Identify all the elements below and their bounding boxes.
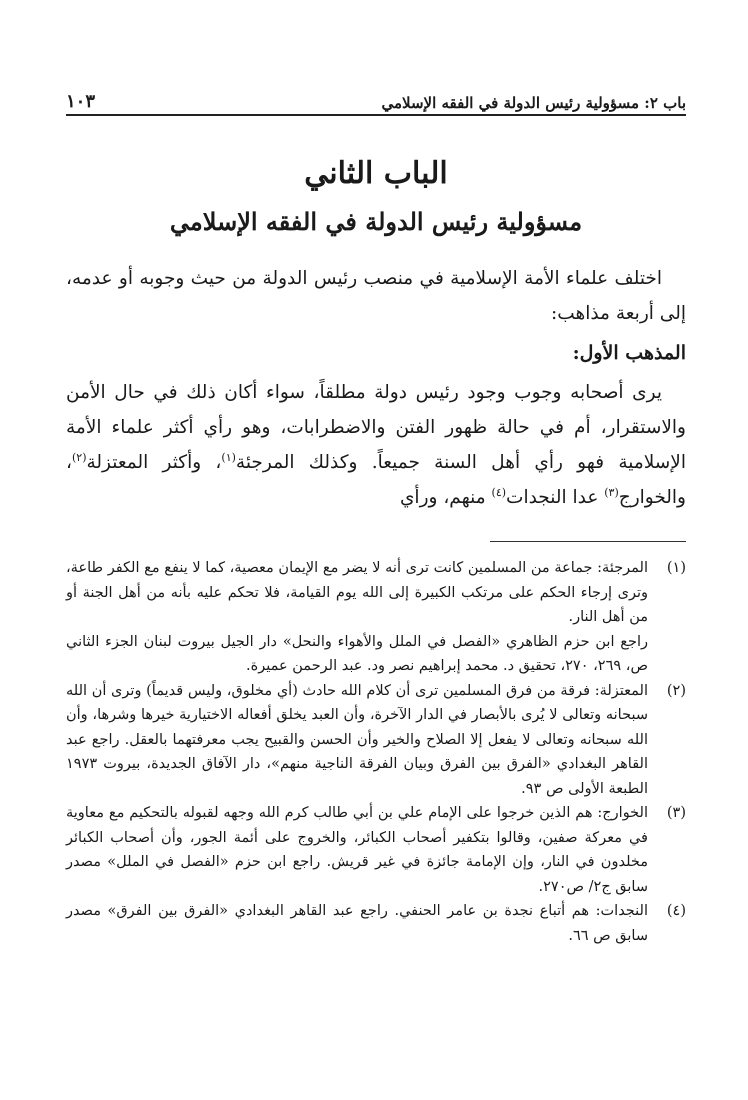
footnote-ref-4[interactable]: (٤) bbox=[491, 486, 507, 500]
paragraph-text: يرى أصحابه وجوب وجود رئيس دولة مطلقاً، سواء أكان ذلك في حال الأمن والاستقرار، أم في حالة ظهور الفتن والاضطرابات، وهو رأي أكثر علماء الأمة الإسلامية فهو رأي أهل السنة جميعاً. وكذلك المرجئة bbox=[66, 382, 686, 474]
intro-paragraph: اختلف علماء الأمة الإسلامية في منصب رئيس الدولة من حيث وجوبه أو عدمه، إلى أربعة مذاهب: bbox=[66, 268, 686, 325]
main-text bbox=[66, 261, 686, 515]
footnote-number: (٤) bbox=[666, 903, 686, 920]
footnote-text: المعتزلة: فرقة من فرق المسلمين ترى أن كلام الله حادث (أي مخلوق، وليس قديماً) وترى أن الله سبحانه وتعالى لا يُرى بالأبصار في الدار الآخرة، وأن العبد يخلق أفعاله الاختيارية خيرها وشرها، وأن الله سبحانه وتعالى لا يفعل إلا الصلاح والخير وأن الحسن والقبيح يجب معرفتهما بالعقل. راجع عبد القاهر البغدادي «الفرق بين الفرق وبيان الفرقة الناجية منهم»، دار الآفاق الجديدة، بيروت ١٩٧٣ الطبعة الأولى ص ٩٣. bbox=[66, 682, 648, 797]
footnote-text: الخوارج: هم الذين خرجوا على الإمام علي بن أبي طالب كرم الله وجهه لقبوله بالتحكيم مع معاوية في معركة صفين، وقالوا بتكفير أصحاب الكبائر، والخروج على أئمة الجور، وأن أصحاب الكبائر مخلدون في النار، وإن الإمامة جائزة في غير قريش. راجع ابن حزم «الفصل في الملل» مصدر سابق ج٢/ ص٢٧٠. bbox=[66, 805, 648, 895]
paragraph-text: منهم، ورأي bbox=[399, 487, 492, 509]
footnote-text: المرجئة: جماعة من المسلمين كانت ترى أنه لا يضر مع الإيمان معصية، كما لا ينفع مع الكفر طاعة، وترى إرجاء الحكم على مرتكب الكبيرة إلى الله يوم القيامة، فلا تحكم عليه بأنه من أهل الجنة أو من أهل النار. bbox=[66, 560, 648, 626]
footnote-number: (١) bbox=[666, 560, 686, 577]
footnote-body bbox=[66, 899, 648, 948]
footnote-text: راجع ابن حزم الظاهري «الفصل في الملل والأهواء والنحل» دار الجيل بيروت لبنان الجزء الثاني ص، ٢٦٩، ٢٧٠، تحقيق د. محمد إبراهيم نصر ود. عبد الرحمن عميرة. bbox=[66, 633, 648, 675]
footnote-ref-2[interactable]: (٢) bbox=[71, 451, 87, 465]
section-heading: المذهب الأول: bbox=[572, 342, 686, 365]
footnote-ref-3[interactable]: (٣) bbox=[604, 486, 619, 500]
chapter-subtitle: مسؤولية رئيس الدولة في الفقه الإسلامي bbox=[169, 207, 583, 236]
footnote-3 bbox=[66, 801, 686, 899]
paragraph-text: عدا النجدات bbox=[506, 487, 605, 509]
footnote-text: النجدات: هم أتباع نجدة بن عامر الحنفي. راجع عبد القاهر البغدادي «الفرق بين الفرق» مصدر سابق ص ٦٦. bbox=[66, 903, 648, 944]
paragraph-text: ، والخوارج bbox=[66, 452, 686, 509]
paragraph-text: ، وأكثر المعتزلة bbox=[86, 452, 222, 474]
footnote-divider bbox=[490, 541, 686, 542]
footnote-2 bbox=[66, 679, 686, 802]
footnote-4 bbox=[66, 899, 686, 948]
footnotes bbox=[66, 556, 686, 948]
chapter-title: الباب الثاني bbox=[304, 156, 448, 191]
book-page bbox=[66, 82, 686, 1082]
footnote-body bbox=[66, 801, 648, 899]
footnote-number: (٢) bbox=[666, 682, 686, 699]
footnote-body bbox=[66, 556, 648, 679]
footnote-1 bbox=[66, 556, 686, 679]
footnote-ref-1[interactable]: (١) bbox=[221, 451, 236, 465]
footnote-body bbox=[66, 679, 648, 802]
footnote-number: (٣) bbox=[666, 805, 686, 822]
running-header bbox=[66, 82, 686, 116]
first-school-paragraph bbox=[66, 375, 686, 515]
running-title: باب ٢: مسؤولية رئيس الدولة في الفقه الإسلامي bbox=[381, 94, 686, 112]
page-number: ١٠٣ bbox=[66, 91, 96, 112]
